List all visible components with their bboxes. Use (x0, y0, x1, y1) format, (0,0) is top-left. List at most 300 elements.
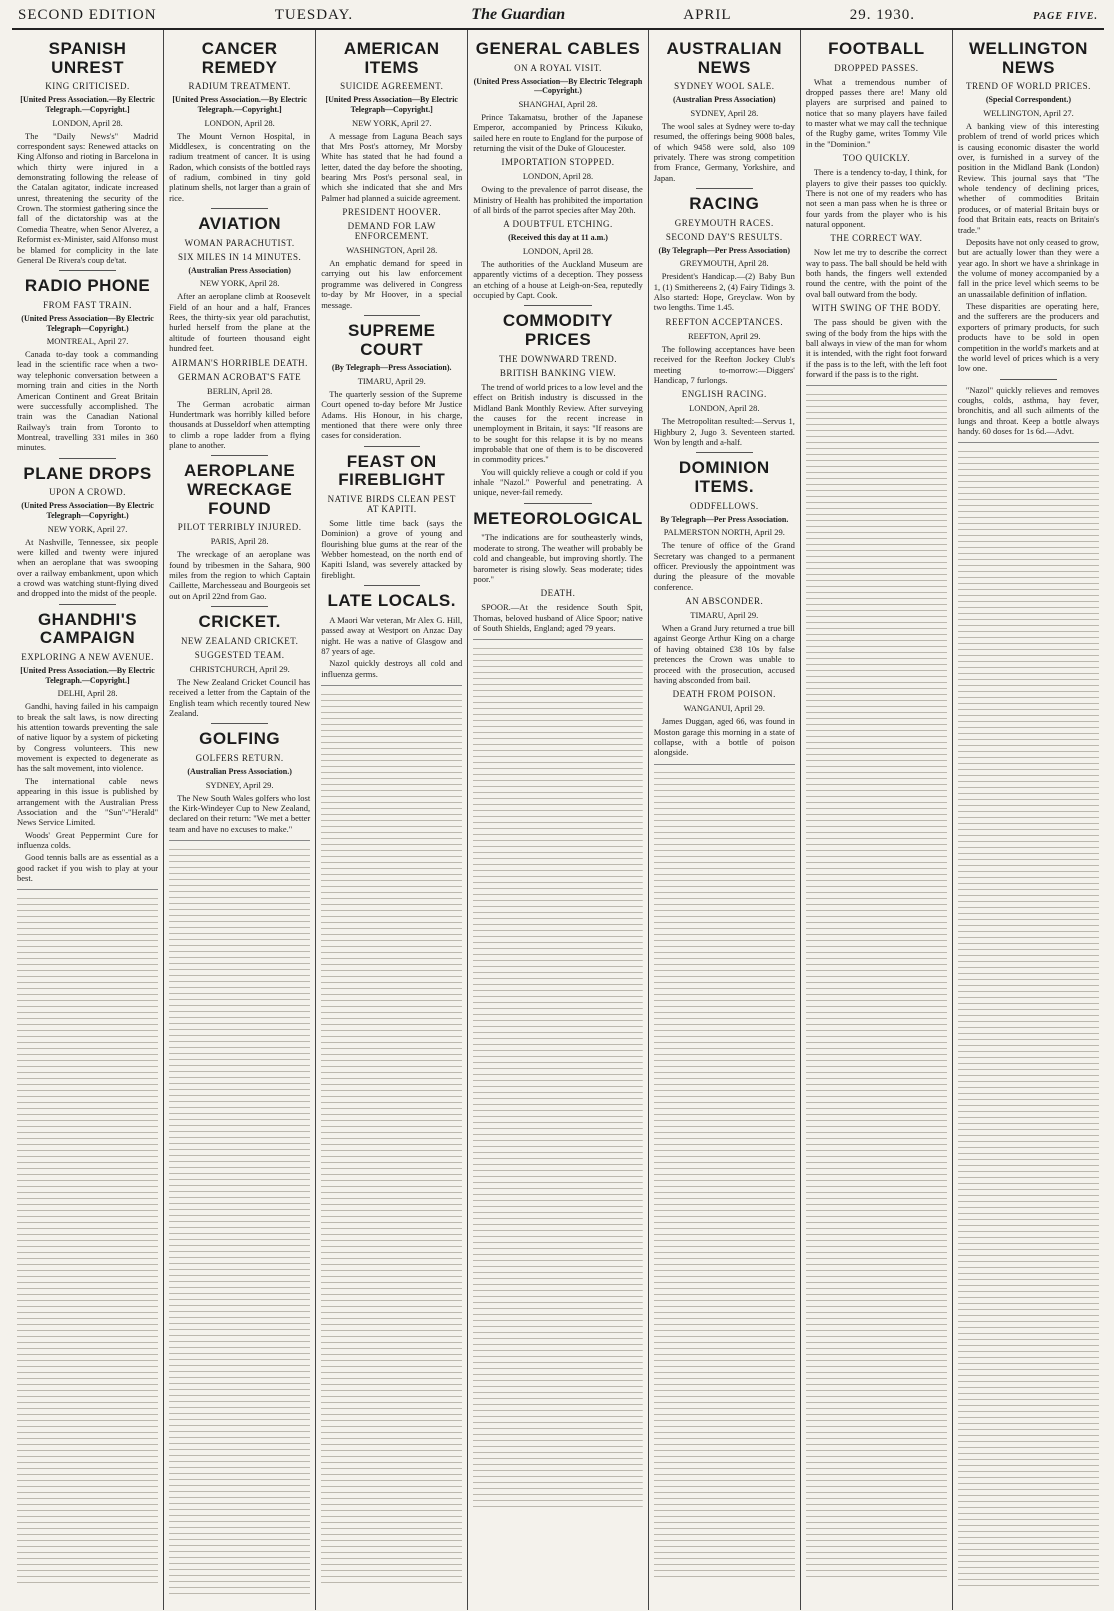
text-line-placeholder (806, 938, 947, 942)
text-line-placeholder (321, 770, 462, 774)
text-line-placeholder (473, 1228, 642, 1232)
text-line-placeholder (473, 838, 642, 842)
text-line-placeholder (17, 1256, 158, 1260)
text-line-placeholder (806, 890, 947, 894)
text-line-placeholder (169, 1489, 310, 1493)
text-line-placeholder (473, 1450, 642, 1454)
text-line-placeholder (806, 626, 947, 630)
text-line-placeholder (473, 880, 642, 884)
article-body: There is a tendency to-day, I think, for players to give their passes too quickly. There is not one of my readers who has not seen a man pass when he is three or four yards from the player who is his natural opponent. (805, 167, 947, 229)
text-line-placeholder (321, 1190, 462, 1194)
text-line-placeholder (321, 1244, 462, 1248)
text-line-placeholder (958, 473, 1099, 477)
text-line-placeholder (17, 1322, 158, 1326)
text-line-placeholder (958, 965, 1099, 969)
text-line-placeholder (958, 809, 1099, 813)
text-line-placeholder (17, 944, 158, 948)
divider (524, 503, 592, 504)
text-line-placeholder (806, 932, 947, 936)
dateline: SYDNEY, April 28. (690, 107, 759, 118)
text-line-placeholder (169, 1153, 310, 1157)
text-line-placeholder (473, 1444, 642, 1448)
text-line-placeholder (958, 695, 1099, 699)
text-line-placeholder (17, 1442, 158, 1446)
text-line-placeholder (958, 899, 1099, 903)
text-line-placeholder (654, 1167, 795, 1171)
text-line-placeholder (806, 1262, 947, 1266)
text-line-placeholder (806, 1250, 947, 1254)
headline-dominion-items: DOMINION ITEMS. (678, 458, 770, 497)
text-line-placeholder (806, 1538, 947, 1542)
text-line-placeholder (806, 1244, 947, 1248)
dateline: SHANGHAI, April 28. (518, 98, 598, 109)
text-line-placeholder (654, 807, 795, 811)
text-line-placeholder (169, 925, 310, 929)
text-line-placeholder (958, 455, 1099, 459)
subhead: TOO QUICKLY. (842, 153, 911, 164)
text-line-placeholder (169, 1519, 310, 1523)
text-line-placeholder (806, 542, 947, 546)
text-line-placeholder (17, 1196, 158, 1200)
text-line-placeholder (806, 1154, 947, 1158)
text-line-placeholder (17, 908, 158, 912)
text-line-placeholder (654, 897, 795, 901)
text-line-placeholder (473, 1078, 642, 1082)
headline-radio-phone: RADIO PHONE (24, 276, 151, 296)
text-line-placeholder (806, 1346, 947, 1350)
text-line-placeholder (321, 926, 462, 930)
text-line-placeholder (17, 1274, 158, 1278)
text-line-placeholder (806, 1010, 947, 1014)
credit: [United Press Association.—By Electric Telegraph.—Copyright.] (20, 666, 155, 685)
text-line-placeholder (321, 1370, 462, 1374)
text-line-placeholder (17, 1178, 158, 1182)
text-line-placeholder (806, 746, 947, 750)
text-line-placeholder (169, 1471, 310, 1475)
text-line-placeholder (473, 1336, 642, 1340)
text-line-placeholder (654, 1239, 795, 1243)
text-line-placeholder (321, 1358, 462, 1362)
text-line-placeholder (169, 1177, 310, 1181)
text-line-placeholder (473, 706, 642, 710)
credit: (Special Correspondent.) (985, 95, 1072, 105)
text-line-placeholder (169, 871, 310, 875)
text-line-placeholder (806, 530, 947, 534)
text-line-placeholder (17, 932, 158, 936)
text-line-placeholder (806, 1268, 947, 1272)
text-line-placeholder (473, 928, 642, 932)
text-line-placeholder (321, 1148, 462, 1152)
text-line-placeholder (806, 722, 947, 726)
text-line-placeholder (958, 1505, 1099, 1509)
text-line-placeholder (321, 734, 462, 738)
text-line-placeholder (806, 680, 947, 684)
text-line-placeholder (806, 866, 947, 870)
text-line-placeholder (806, 1106, 947, 1110)
subhead: ODDFELLOWS. (689, 500, 759, 511)
page-number: PAGE FIVE. (1033, 11, 1098, 22)
text-line-placeholder (473, 1090, 642, 1094)
text-line-placeholder (806, 1436, 947, 1440)
text-line-placeholder (958, 1103, 1099, 1107)
text-line-placeholder (654, 813, 795, 817)
text-line-placeholder (958, 1565, 1099, 1569)
text-line-placeholder (654, 795, 795, 799)
text-line-placeholder (958, 503, 1099, 507)
text-line-placeholder (169, 1009, 310, 1013)
text-line-placeholder (473, 1072, 642, 1076)
text-line-placeholder (806, 1544, 947, 1548)
text-line-placeholder (169, 1327, 310, 1331)
text-line-placeholder (321, 1274, 462, 1278)
text-line-placeholder (806, 830, 947, 834)
text-line-placeholder (321, 1040, 462, 1044)
text-line-placeholder (654, 1479, 795, 1483)
dateline: NEW YORK, April 27. (47, 523, 128, 534)
text-line-placeholder (473, 1174, 642, 1178)
text-line-placeholder (958, 1367, 1099, 1371)
text-line-placeholder (958, 1073, 1099, 1077)
text-line-placeholder (321, 920, 462, 924)
text-line-placeholder (806, 1550, 947, 1554)
text-line-placeholder (806, 512, 947, 516)
text-line-placeholder (169, 985, 310, 989)
column-4 (468, 30, 648, 1610)
dateline: LONDON, April 28. (689, 403, 760, 414)
text-filler (17, 889, 158, 1584)
text-line-placeholder (17, 1190, 158, 1194)
text-line-placeholder (169, 1111, 310, 1115)
text-line-placeholder (806, 1490, 947, 1494)
text-line-placeholder (654, 1449, 795, 1453)
article-body: The Metropolitan resulted:—Servus 1, Highbury 2, Jugo 3. Seventeen started. Won by length and a-half. (653, 416, 795, 447)
text-line-placeholder (473, 730, 642, 734)
text-line-placeholder (806, 1472, 947, 1476)
text-line-placeholder (17, 926, 158, 930)
text-line-placeholder (654, 837, 795, 841)
text-line-placeholder (473, 1306, 642, 1310)
text-line-placeholder (806, 1094, 947, 1098)
text-line-placeholder (654, 1005, 795, 1009)
text-line-placeholder (321, 1406, 462, 1410)
text-line-placeholder (321, 1496, 462, 1500)
text-line-placeholder (473, 1216, 642, 1220)
text-line-placeholder (473, 1060, 642, 1064)
text-line-placeholder (806, 716, 947, 720)
text-line-placeholder (321, 1298, 462, 1302)
credit: [United Press Association—By Electric Telegraph—Copyright.] (325, 95, 458, 114)
text-line-placeholder (654, 1131, 795, 1135)
text-line-placeholder (806, 1184, 947, 1188)
text-line-placeholder (473, 1192, 642, 1196)
text-line-placeholder (321, 692, 462, 696)
text-line-placeholder (17, 896, 158, 900)
text-line-placeholder (958, 917, 1099, 921)
text-line-placeholder (654, 1125, 795, 1129)
text-line-placeholder (321, 974, 462, 978)
text-line-placeholder (806, 1406, 947, 1410)
column-6 (801, 30, 953, 1610)
credit: (By Telegraph—Per Press Association) (658, 245, 791, 255)
text-line-placeholder (958, 1133, 1099, 1137)
text-line-placeholder (806, 1286, 947, 1290)
text-line-placeholder (654, 879, 795, 883)
article-body: A Maori War veteran, Mr Alex G. Hill, passed away at Westport on Anzac Day night. He was a native of Glasgow and 87 years of age. (321, 614, 463, 656)
article-body: After an aeroplane climb at Roosevelt Field of an hour and a half, Frances Rees, the thirty-six year old parachutist, hurled herself from the plane at the altitude of fourteen thousand eight hundred feet. (169, 291, 311, 354)
text-line-placeholder (958, 1193, 1099, 1197)
text-line-placeholder (806, 776, 947, 780)
divider (211, 455, 267, 456)
text-line-placeholder (169, 1195, 310, 1199)
subhead: UPON A CROWD. (49, 487, 126, 498)
text-line-placeholder (473, 892, 642, 896)
text-line-placeholder (321, 752, 462, 756)
text-line-placeholder (654, 1521, 795, 1525)
article-body: Canada to-day took a commanding lead in the scientific race when a two-way telephonic conversation between a morning train and cities in the North American Continent and Great Britain were successfully accomplished. The train was the Canadian National Railway's train from Toronto to Montreal, travelling 331 miles in 360 minutes. (17, 349, 159, 453)
text-line-placeholder (17, 1106, 158, 1110)
text-line-placeholder (321, 884, 462, 888)
column-3 (316, 30, 468, 1610)
text-line-placeholder (473, 820, 642, 824)
text-line-placeholder (473, 1132, 642, 1136)
text-line-placeholder (321, 1238, 462, 1242)
text-line-placeholder (169, 1225, 310, 1229)
text-line-placeholder (473, 1186, 642, 1190)
dateline: NEW YORK, April 27. (351, 117, 432, 128)
text-line-placeholder (169, 1189, 310, 1193)
text-line-placeholder (958, 1061, 1099, 1065)
text-line-placeholder (321, 854, 462, 858)
text-line-placeholder (654, 1569, 795, 1573)
text-line-placeholder (958, 467, 1099, 471)
subhead: GERMAN ACROBAT'S FATE (178, 371, 302, 382)
text-line-placeholder (321, 842, 462, 846)
text-line-placeholder (806, 836, 947, 840)
text-line-placeholder (806, 614, 947, 618)
text-line-placeholder (958, 1325, 1099, 1329)
text-line-placeholder (321, 1526, 462, 1530)
text-line-placeholder (473, 712, 642, 716)
text-line-placeholder (654, 1485, 795, 1489)
text-line-placeholder (321, 1316, 462, 1320)
text-line-placeholder (958, 1397, 1099, 1401)
text-line-placeholder (169, 1231, 310, 1235)
text-line-placeholder (169, 1081, 310, 1085)
text-line-placeholder (473, 1126, 642, 1130)
text-line-placeholder (806, 1142, 947, 1146)
text-line-placeholder (17, 1424, 158, 1428)
text-line-placeholder (17, 986, 158, 990)
text-line-placeholder (958, 563, 1099, 567)
text-line-placeholder (321, 848, 462, 852)
text-line-placeholder (654, 777, 795, 781)
text-line-placeholder (321, 728, 462, 732)
text-line-placeholder (473, 1438, 642, 1442)
text-line-placeholder (17, 974, 158, 978)
text-line-placeholder (958, 1085, 1099, 1089)
text-line-placeholder (654, 1341, 795, 1345)
text-line-placeholder (654, 771, 795, 775)
text-line-placeholder (321, 1430, 462, 1434)
text-line-placeholder (806, 1526, 947, 1530)
text-line-placeholder (321, 1304, 462, 1308)
text-line-placeholder (806, 1088, 947, 1092)
text-line-placeholder (958, 1121, 1099, 1125)
text-line-placeholder (169, 1447, 310, 1451)
text-line-placeholder (806, 758, 947, 762)
text-line-placeholder (958, 1499, 1099, 1503)
text-line-placeholder (169, 955, 310, 959)
text-line-placeholder (958, 635, 1099, 639)
text-line-placeholder (17, 1112, 158, 1116)
subhead: ON A ROYAL VISIT. (514, 62, 602, 73)
text-line-placeholder (654, 909, 795, 913)
text-line-placeholder (654, 1233, 795, 1237)
text-line-placeholder (321, 1064, 462, 1068)
text-line-placeholder (958, 791, 1099, 795)
text-line-placeholder (958, 839, 1099, 843)
text-line-placeholder (806, 1196, 947, 1200)
text-line-placeholder (473, 1156, 642, 1160)
text-line-placeholder (321, 1142, 462, 1146)
text-line-placeholder (17, 914, 158, 918)
text-line-placeholder (958, 995, 1099, 999)
subhead: ENGLISH RACING. (681, 389, 767, 400)
article-body: Prince Takamatsu, brother of the Japanese Emperor, accompanied by Princess Kikuko, sailed here en route to England for the purpose of returning the visit of the Duke of Gloucester. (473, 111, 643, 153)
subhead-king-criticised: KING CRITICISED. (45, 81, 130, 92)
credit: (United Press Association—By Electric Telegraph—Copyright.) (21, 313, 154, 333)
text-line-placeholder (321, 1556, 462, 1560)
text-line-placeholder (806, 1172, 947, 1176)
text-line-placeholder (958, 1439, 1099, 1443)
text-line-placeholder (958, 761, 1099, 765)
text-line-placeholder (958, 1457, 1099, 1461)
text-line-placeholder (169, 859, 310, 863)
subhead: GREYMOUTH RACES. (674, 217, 774, 228)
text-line-placeholder (169, 967, 310, 971)
text-line-placeholder (958, 653, 1099, 657)
text-line-placeholder (958, 989, 1099, 993)
text-line-placeholder (473, 940, 642, 944)
headline-general-cables: GENERAL CABLES (475, 39, 641, 58)
text-line-placeholder (806, 1022, 947, 1026)
text-line-placeholder (806, 974, 947, 978)
text-line-placeholder (169, 1567, 310, 1571)
text-line-placeholder (473, 1030, 642, 1034)
text-line-placeholder (654, 1419, 795, 1423)
text-line-placeholder (169, 1411, 310, 1415)
text-line-placeholder (169, 1261, 310, 1265)
text-line-placeholder (958, 1253, 1099, 1257)
text-line-placeholder (17, 1262, 158, 1266)
text-line-placeholder (958, 1373, 1099, 1377)
text-line-placeholder (958, 1265, 1099, 1269)
divider (1000, 379, 1056, 380)
text-line-placeholder (169, 1423, 310, 1427)
text-line-placeholder (654, 1497, 795, 1501)
text-line-placeholder (958, 1241, 1099, 1245)
text-line-placeholder (169, 1183, 310, 1187)
text-line-placeholder (806, 800, 947, 804)
text-line-placeholder (806, 1292, 947, 1296)
text-line-placeholder (321, 1520, 462, 1524)
text-line-placeholder (321, 1022, 462, 1026)
text-line-placeholder (321, 1262, 462, 1266)
text-line-placeholder (806, 1460, 947, 1464)
text-line-placeholder (806, 1478, 947, 1482)
text-line-placeholder (654, 1389, 795, 1393)
text-line-placeholder (958, 1547, 1099, 1551)
text-line-placeholder (473, 1096, 642, 1100)
text-line-placeholder (17, 1070, 158, 1074)
text-line-placeholder (958, 1127, 1099, 1131)
headline-cancer-remedy: CANCER REMEDY (201, 39, 278, 77)
text-line-placeholder (473, 1042, 642, 1046)
text-line-placeholder (806, 1562, 947, 1566)
text-line-placeholder (654, 1143, 795, 1147)
advert: You will quickly relieve a cough or cold if you inhale "Nazol." Powerful and penetrating. A unique, never-fail remedy. (473, 466, 643, 498)
text-line-placeholder (806, 524, 947, 528)
dateline: MONTREAL, April 27. (46, 336, 129, 347)
text-line-placeholder (473, 1402, 642, 1406)
text-line-placeholder (321, 1436, 462, 1440)
text-line-placeholder (958, 923, 1099, 927)
text-line-placeholder (654, 1257, 795, 1261)
article-body: The "Daily News's" Madrid correspondent says: Renewed attacks on King Alfonso and rioting in Barcelona in which thirty were injured in a demonstrating following the release of the Catalan agitator, indicate increased unrest, threatening the security of the Crown. The stormiest gathering since the fall of the dictatorship was at the Comedia Theatre, when Senor Alverez, a Reformist ex-Minister, said Alfonso must be blamed for complicity in the late General De Rivera's coup de'tat. (17, 130, 159, 265)
text-line-placeholder (321, 1106, 462, 1110)
text-line-placeholder (321, 1424, 462, 1428)
text-line-placeholder (321, 1454, 462, 1458)
text-line-placeholder (321, 872, 462, 876)
text-line-placeholder (958, 1223, 1099, 1227)
text-line-placeholder (321, 1070, 462, 1074)
text-line-placeholder (958, 713, 1099, 717)
text-line-placeholder (17, 1448, 158, 1452)
text-line-placeholder (958, 551, 1099, 555)
text-line-placeholder (654, 1413, 795, 1417)
text-line-placeholder (958, 497, 1099, 501)
text-line-placeholder (169, 1129, 310, 1133)
text-line-placeholder (654, 1329, 795, 1333)
text-line-placeholder (958, 1451, 1099, 1455)
text-line-placeholder (958, 953, 1099, 957)
text-line-placeholder (806, 896, 947, 900)
text-line-placeholder (806, 1298, 947, 1302)
text-line-placeholder (654, 957, 795, 961)
text-line-placeholder (17, 1538, 158, 1542)
article-body: Some little time back (says the Dominion) a grove of young and flourishing blue gums at the rear of the Webber homestead, on the north end of Kapiti Island, was severely attacked by fireblight. (321, 518, 463, 580)
text-line-placeholder (958, 725, 1099, 729)
text-line-placeholder (806, 734, 947, 738)
text-line-placeholder (654, 1215, 795, 1219)
text-line-placeholder (321, 944, 462, 948)
text-line-placeholder (169, 1525, 310, 1529)
divider (211, 606, 267, 607)
text-line-placeholder (17, 1148, 158, 1152)
text-line-placeholder (958, 1187, 1099, 1191)
text-line-placeholder (806, 686, 947, 690)
text-line-placeholder (473, 1252, 642, 1256)
text-line-placeholder (654, 1191, 795, 1195)
text-line-placeholder (654, 1443, 795, 1447)
text-line-placeholder (321, 1016, 462, 1020)
text-line-placeholder (806, 968, 947, 972)
text-line-placeholder (958, 1343, 1099, 1347)
text-line-placeholder (17, 1520, 158, 1524)
text-line-placeholder (958, 449, 1099, 453)
cable-note: The international cable news appearing in this issue is published by arrangement with the Australian Press Association and the "Sun"-"Herald" News Service Limited. (17, 775, 159, 828)
text-line-placeholder (17, 1574, 158, 1578)
